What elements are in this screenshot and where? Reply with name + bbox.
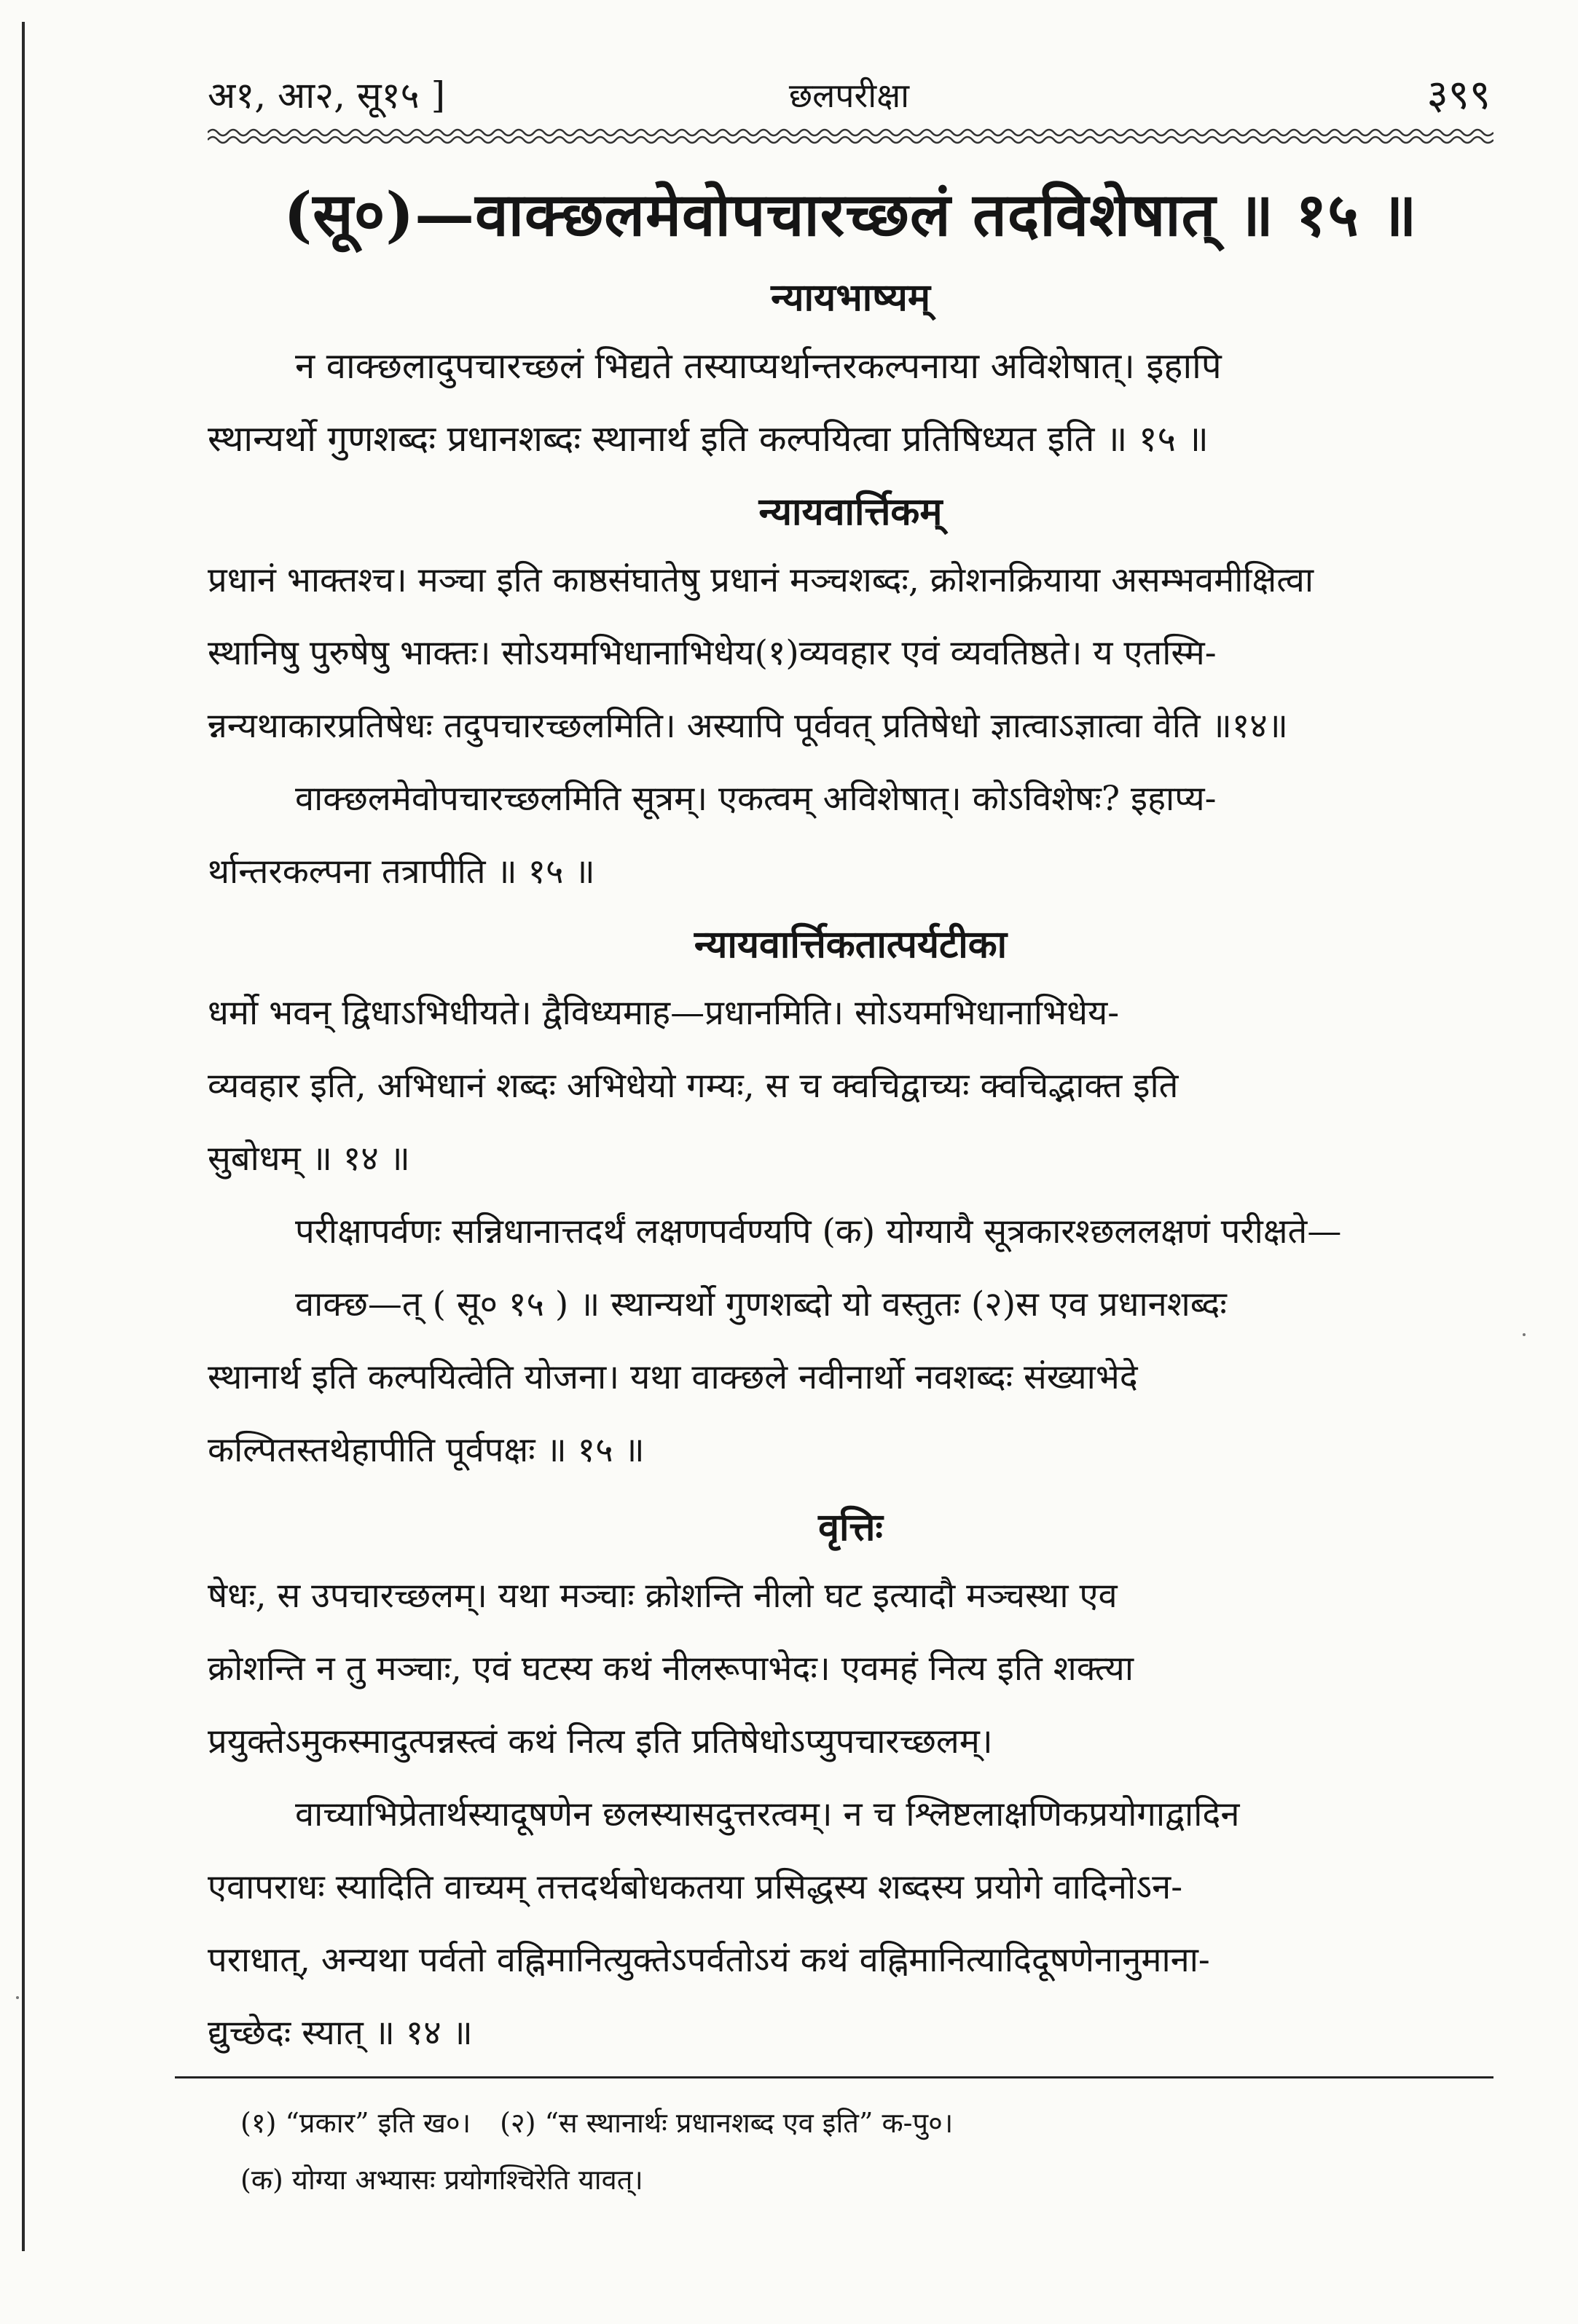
footnote-line [240, 2095, 1479, 2151]
varttika-line: प्रधानं भाक्तश्च। मञ्चा इति काष्ठसंघातेषु प्रधानं मञ्चशब्दः, क्रोशनक्रियाया असम्भवमीक्षित्वा [208, 560, 1314, 600]
varttika-line: र्थान्तरकल्पना तत्रापीति ॥ १५ ॥ [208, 852, 595, 892]
bhashya-line: स्थान्यर्थो गुणशब्दः प्रधानशब्दः स्थानार्थ इति कल्पयित्वा प्रतिषिध्यत इति ॥ १५ ॥ [208, 418, 1209, 460]
vritti-line: द्युच्छेदः स्यात् ॥ १४ ॥ [208, 2013, 473, 2053]
running-head [208, 70, 1491, 121]
varttika-line: स्थानिषु पुरुषेषु भाक्तः। सोऽयमभिधानाभिधेय(१)व्यवहार एवं व्यवतिष्ठते। य एतस्मि- [208, 633, 1217, 673]
vritti-line: पराधात्, अन्यथा पर्वतो वह्निमानित्युक्तेऽपर्वतोऽयं कथं वह्निमानित्यादिदूषणेनानुमाना- [208, 1940, 1210, 1980]
running-head-title: छलपरीक्षा [788, 76, 910, 115]
running-head-reference: अ१, आ२, सू१५ ] [208, 74, 446, 117]
speck [1523, 1333, 1526, 1336]
tika-line: वाक्छ—त् ( सू० १५ ) ॥ स्थान्यर्थो गुणशब्दो यो वस्तुतः (२)स एव प्रधानशब्दः [295, 1284, 1227, 1324]
tika-line: परीक्षापर्वणः सन्निधानात्तदर्थं लक्षणपर्वण्यपि (क) योग्यायै सूत्रकारश्छललक्षणं परीक्षते— [295, 1212, 1342, 1252]
page-body [208, 164, 1493, 2070]
tika-heading: न्यायवार्त्तिकतात्पर्यटीका [694, 922, 1008, 967]
footnote-ka: (क) योग्या अभ्यासः प्रयोगश्चिरेति यावत्। [240, 2164, 643, 2196]
tika-line: धर्मो भवन् द्विधाऽभिधीयते। द्वैविध्यमाह—प्रधानमिति। सोऽयमभिधानाभिधेय- [208, 993, 1120, 1033]
footnotes [240, 2095, 1479, 2208]
page-number: ३९९ [1426, 71, 1491, 119]
varttika-line: वाक्छलमेवोपचारच्छलमिति सूत्रम्। एकत्वम् अविशेषात्। कोऽविशेषः? इहाप्य- [295, 779, 1217, 819]
vritti-line: प्रयुक्तेऽमुकस्मादुत्पन्नस्त्वं कथं नित्य इति प्रतिषेधोऽप्युपचारच्छलम्। [208, 1722, 993, 1762]
vritti-heading: वृत्तिः [818, 1505, 883, 1550]
vritti-line: षेधः, स उपचारच्छलम्। यथा मञ्चाः क्रोशन्ति नीलो घट इत्यादौ मञ्चस्था एव [208, 1576, 1118, 1616]
left-margin-rule [22, 22, 25, 2251]
sutra-heading: (सू०)—वाक्छलमेवोपचारच्छलं तदविशेषात् ॥ १५ ॥ [283, 180, 1418, 250]
vritti-line: क्रोशन्ति न तु मञ्चाः, एवं घटस्य कथं नीलरूपाभेदः। एवमहं नित्य इति शक्त्या [208, 1649, 1134, 1689]
bhashya-line: न वाक्छलादुपचारच्छलं भिद्यते तस्याप्यर्थान्तरकल्पनाया अविशेषात्। इहापि [295, 345, 1222, 387]
tika-line: व्यवहार इति, अभिधानं शब्दः अभिधेयो गम्यः, स च क्वचिद्वाच्यः क्वचिद्भाक्त इति [208, 1066, 1179, 1106]
vritti-line: एवापराधः स्यादिति वाच्यम् तत्तदर्थबोधकतया प्रसिद्धस्य शब्दस्य प्रयोगे वादिनोऽन- [208, 1867, 1183, 1907]
vritti-line: वाच्याभिप्रेतार्थस्यादूषणेन छलस्यासदुत्तरत्वम्। न च श्लिष्टलाक्षणिकप्रयोगाद्वादिन [295, 1794, 1240, 1834]
varttika-heading: न्यायवार्त्तिकम् [758, 490, 943, 534]
footnote-rule [175, 2076, 1493, 2078]
speck [16, 1996, 19, 1999]
tika-line: स्थानार्थ इति कल्पयित्वेति योजना। यथा वाक्छले नवीनार्थो नवशब्दः संख्याभेदे [208, 1357, 1138, 1397]
wavy-header-rule [208, 122, 1493, 152]
footnote-2: (२) “स स्थानार्थः प्रधानशब्द एव इति” क-पु०। [500, 2107, 954, 2139]
tika-line: कल्पितस्तथेहापीति पूर्वपक्षः ॥ १५ ॥ [208, 1430, 645, 1470]
tika-line: सुबोधम् ॥ १४ ॥ [208, 1139, 410, 1179]
footnote-1: (१) “प्रकार” इति ख०। [240, 2107, 471, 2139]
bhashya-heading: न्यायभाष्यम् [771, 275, 930, 320]
varttika-line: न्नन्यथाकारप्रतिषेधः तदुपचारच्छलमिति। अस्यापि पूर्ववत् प्रतिषेधो ज्ञात्वाऽज्ञात्वा वेति ॥१४॥ [208, 706, 1288, 746]
